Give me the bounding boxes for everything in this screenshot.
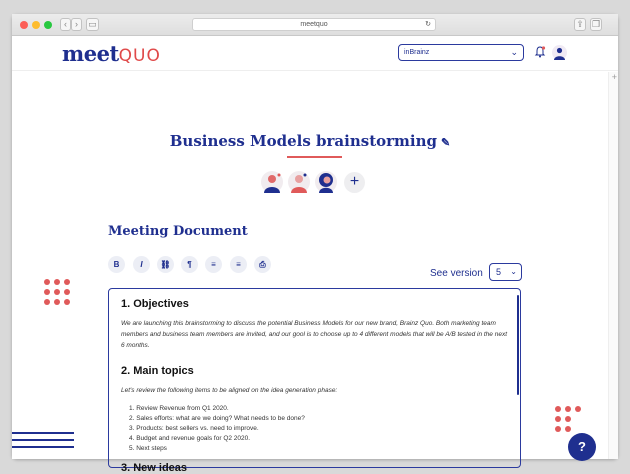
decorative-dots bbox=[44, 279, 74, 309]
plus-icon: + bbox=[611, 72, 617, 82]
list-item: 3. Products: best sellers vs. need to improve. bbox=[129, 425, 259, 432]
see-version-label: See version bbox=[430, 268, 483, 279]
section-title: 3. New ideas bbox=[121, 462, 188, 474]
add-participant-button[interactable]: + bbox=[344, 172, 365, 193]
editor-scrollbar[interactable] bbox=[517, 295, 519, 395]
version-select[interactable] bbox=[489, 263, 522, 281]
maximize-window-button[interactable] bbox=[44, 21, 52, 29]
address-bar[interactable] bbox=[192, 18, 436, 31]
paragraph-button[interactable]: ¶ bbox=[181, 256, 198, 273]
list-item: 1. Review Revenue from Q1 2020. bbox=[129, 405, 229, 412]
help-button[interactable]: ? bbox=[568, 433, 596, 461]
app-header bbox=[12, 36, 618, 71]
sidebar-icon[interactable]: ▭ bbox=[86, 18, 99, 31]
decorative-dots bbox=[555, 406, 585, 436]
user-avatar[interactable] bbox=[552, 45, 567, 60]
page-scrollbar[interactable] bbox=[608, 72, 618, 459]
section-title: 2. Main topics bbox=[121, 365, 194, 377]
url-text: meetquo bbox=[300, 21, 328, 28]
forward-icon[interactable]: › bbox=[71, 18, 82, 31]
participant-avatar[interactable] bbox=[315, 171, 337, 193]
section-paragraph: Let's review the following items to be aligned on the idea generation phase: bbox=[121, 387, 338, 394]
meetquo-logo[interactable] bbox=[62, 41, 161, 66]
reload-icon[interactable]: ↻ bbox=[425, 21, 431, 28]
logo-main-text: meet bbox=[62, 41, 119, 66]
notification-bell-icon[interactable] bbox=[535, 46, 545, 58]
decorative-lines bbox=[12, 432, 74, 453]
participant-avatar[interactable] bbox=[288, 171, 310, 193]
topics-list bbox=[129, 404, 508, 454]
attach-button[interactable]: ⎙ bbox=[254, 256, 271, 273]
list-item: 5. Next steps bbox=[129, 445, 167, 452]
document-editor[interactable] bbox=[108, 288, 521, 474]
workspace-value: inBrainz bbox=[404, 49, 430, 56]
bold-button[interactable]: B bbox=[108, 256, 125, 273]
list-item: 4. Budget and revenue goals for Q2 2020. bbox=[129, 435, 251, 442]
section-paragraph: We are launching this brainstorming to discuss the potential Business Models for our new brand, Brainz Quo. Both marketing team members and business team members are invited, and our gool is to choose up to 4 different models that will be A/B tested in the next 6 months. bbox=[121, 320, 507, 349]
italic-button[interactable]: I bbox=[133, 256, 150, 273]
section-title: 1. Objectives bbox=[121, 298, 189, 310]
bullet-list-button[interactable]: ≡ bbox=[230, 256, 247, 273]
participant-avatar[interactable] bbox=[261, 171, 283, 193]
browser-window bbox=[12, 14, 618, 474]
logo-accent-text: QUO bbox=[118, 46, 161, 66]
close-window-button[interactable] bbox=[20, 21, 28, 29]
app-page bbox=[12, 36, 618, 474]
ordered-list-button[interactable]: ≡ bbox=[205, 256, 222, 273]
link-button[interactable]: ⛓ bbox=[157, 256, 174, 273]
title-underline bbox=[287, 156, 342, 158]
workspace-select[interactable] bbox=[398, 44, 524, 61]
back-icon[interactable]: ‹ bbox=[60, 18, 71, 31]
version-value: 5 bbox=[496, 267, 502, 277]
tabs-icon[interactable]: ❐ bbox=[591, 19, 601, 29]
document-heading: Meeting Document bbox=[108, 224, 248, 239]
browser-toolbar bbox=[12, 14, 618, 36]
meeting-title bbox=[12, 132, 608, 150]
share-icon[interactable]: ⇪ bbox=[574, 18, 586, 31]
list-item: 2. Sales efforts: what are we doing? What needs to be done? bbox=[129, 415, 305, 422]
meeting-title-text: Business Models brainstorming bbox=[169, 132, 438, 150]
chevron-down-icon: ⌄ bbox=[510, 267, 517, 276]
chevron-down-icon: ⌄ bbox=[510, 47, 518, 57]
minimize-window-button[interactable] bbox=[32, 21, 40, 29]
edit-pencil-icon[interactable]: ✎ bbox=[441, 136, 451, 149]
